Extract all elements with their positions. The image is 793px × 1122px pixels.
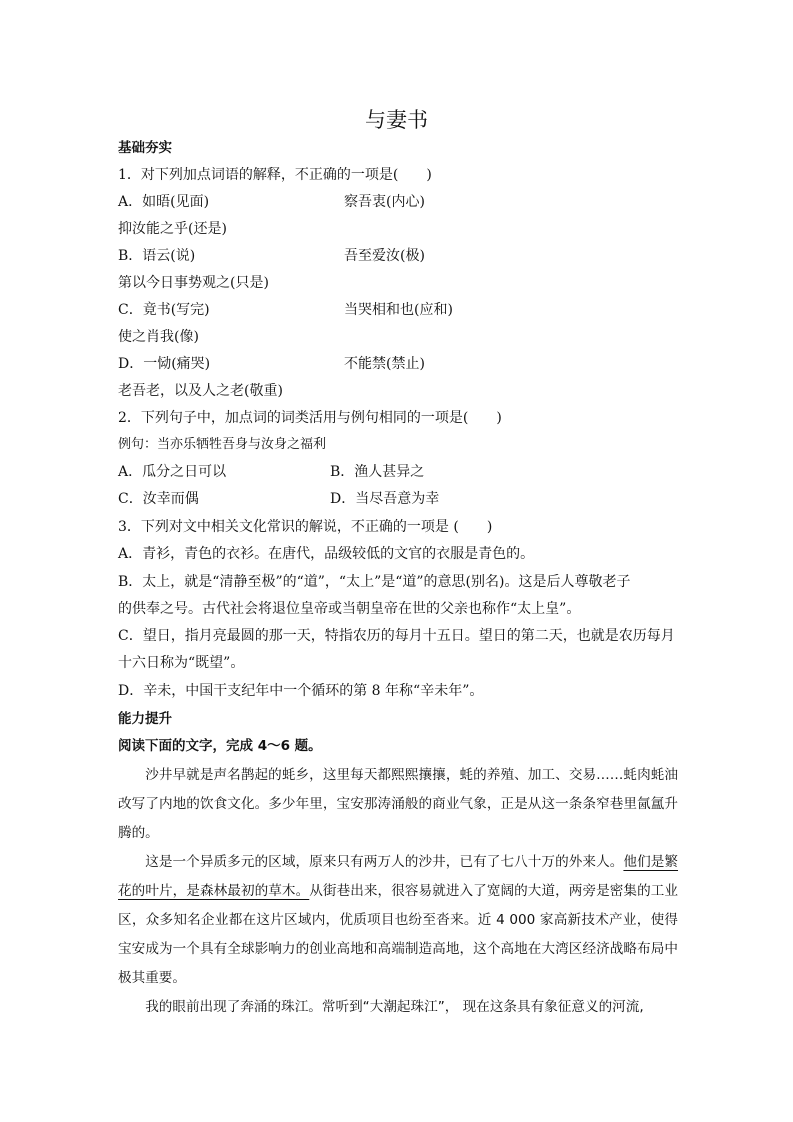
reading-passage	[118, 761, 678, 1022]
q1-option-c-3: 使之肖我(像)	[118, 329, 199, 345]
passage-paragraph-2-end: 从街巷出来，很容易就进入了宽阔的大道，两旁是密集的工业区，众多知名企业都在这片区域内，优质项目也纷至沓来。近 4 000 家高新技术产业，使得宝安成为一个具有全球影响力的创业高地和高端制造高地，这个高地在大湾区经济战略布局中极其重要。	[118, 883, 679, 986]
q2-option-d: D．当尽吾意为幸	[330, 491, 440, 507]
q2-example: 例句：当亦乐牺牲吾身与汝身之福利	[118, 437, 327, 452]
question-3-stem: 3．下列对文中相关文化常识的解说，不正确的一项是 ( )	[118, 519, 493, 535]
q1-option-b-1: B．语云(说)	[118, 248, 196, 264]
q3-option-c-line-2: 十六日称为“既望”。	[118, 655, 245, 671]
q1-option-b-3: 第以今日事势观之(只是)	[118, 275, 269, 291]
passage-paragraph-2	[118, 848, 678, 993]
passage-paragraph-2-start: 这是一个异质多元的区域，原来只有两万人的沙井，已有了七八十万的外来人。	[145, 854, 624, 870]
passage-underlined-sentence: 他们是繁花的叶片，是森林最初的草木。	[118, 854, 679, 899]
q1-option-a-2: 察吾衷(内心)	[344, 194, 425, 210]
reading-instruction: 阅读下面的文字，完成 4～6 题。	[118, 738, 322, 754]
page-title: 与妻书	[365, 108, 428, 132]
q1-option-a-1: A．如晤(见面)	[118, 194, 210, 210]
question-2-stem: 2．下列句子中，加点词的词类活用与例句相同的一项是( )	[118, 410, 502, 426]
q2-option-a: A．瓜分之日可以	[118, 464, 227, 480]
section-heading-advanced: 能力提升	[118, 711, 172, 727]
passage-paragraph-1: 沙井早就是声名鹊起的蚝乡，这里每天都熙熙攘攘，蚝的养殖、加工、交易……蚝肉蚝油改写了内地的饮食文化。多少年里，宝安那涛涌般的商业气象，正是从这一条条窄巷里氤氲升腾的。	[118, 767, 678, 841]
q2-option-b: B．渔人甚异之	[330, 464, 425, 480]
q2-option-c: C．汝幸而偶	[118, 491, 199, 507]
q3-option-a: A．青衫，青色的衣衫。在唐代，品级较低的文官的衣服是青色的。	[118, 546, 535, 562]
q1-option-b-2: 吾至爱汝(极)	[344, 248, 425, 264]
q3-option-b-line-1: B．太上，就是“清静至极”的“道”，“太上”是“道”的意思(别名)。这是后人尊敬老子	[118, 574, 631, 590]
q1-option-d-2: 不能禁(禁止)	[344, 356, 425, 372]
q1-option-c-1: C．竟书(写完)	[118, 302, 210, 318]
question-1-stem: 1．对下列加点词语的解释，不正确的一项是( )	[118, 167, 432, 183]
passage-paragraph-3: 我的眼前出现了奔涌的珠江。常听到“大潮起珠江”， 现在这条具有象征意义的河流,	[145, 999, 644, 1015]
q3-option-b-line-2: 的供奉之号。古代社会将退位皇帝或当朝皇帝在世的父亲也称作“太上皇”。	[118, 601, 581, 617]
q3-option-d: D．辛未，中国干支纪年中一个循环的第 8 年称“辛未年”。	[118, 683, 484, 699]
q1-option-a-3: 抑汝能之乎(还是)	[118, 221, 227, 237]
q1-option-d-3: 老吾老，以及人之老(敬重)	[118, 383, 283, 399]
q1-option-c-2: 当哭相和也(应和)	[344, 302, 453, 318]
section-heading-basics: 基础夯实	[118, 140, 172, 156]
q1-option-d-1: D．一恸(痛哭)	[118, 356, 211, 372]
q3-option-c-line-1: C．望日，指月亮最圆的那一天，特指农历的每月十五日。望日的第二天，也就是农历每月	[118, 628, 675, 644]
